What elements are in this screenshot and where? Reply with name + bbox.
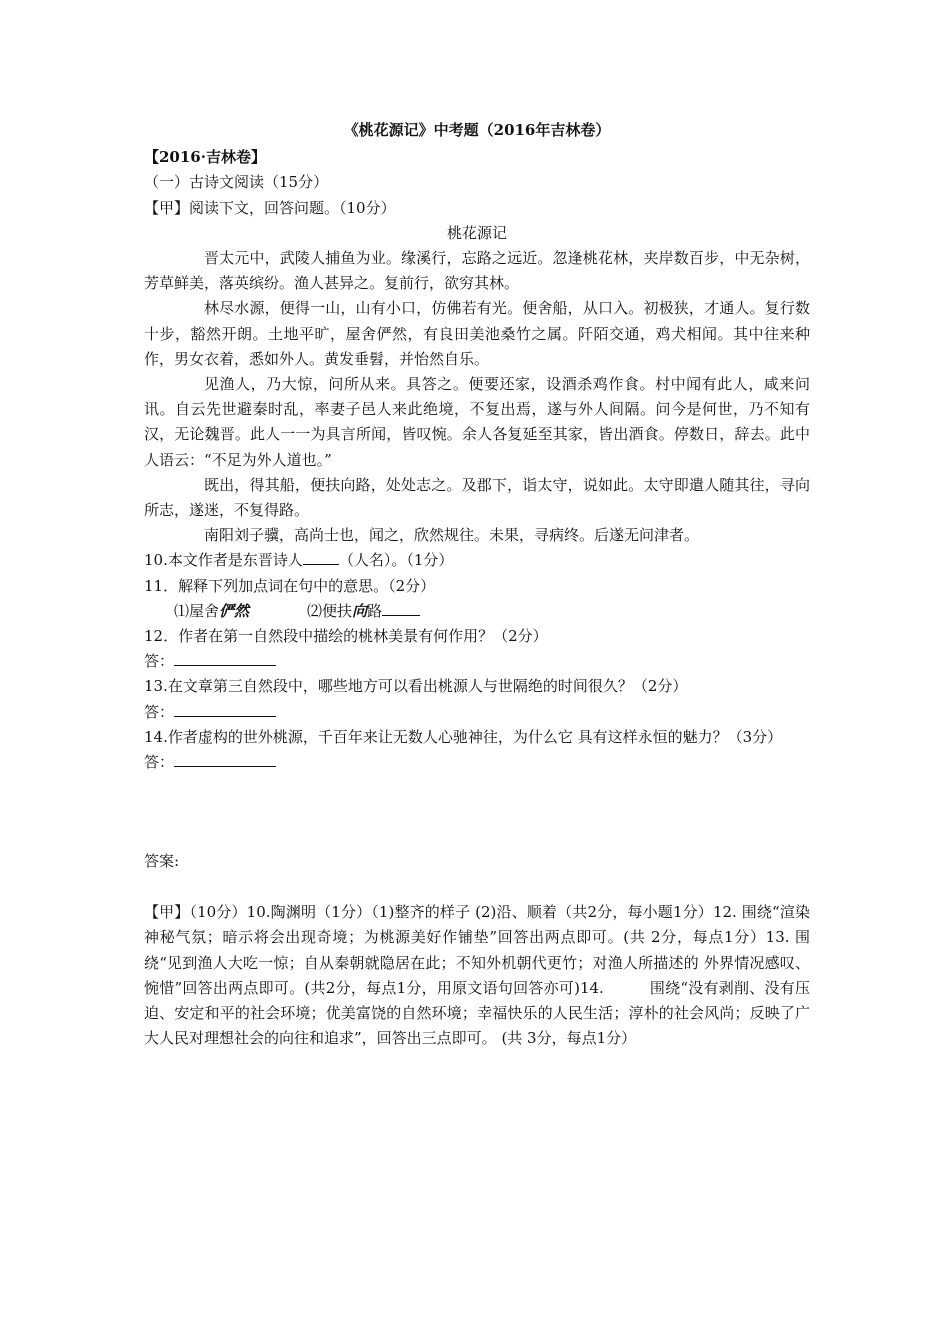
answer-label: 答： [144,753,175,772]
section-heading: （一）古诗文阅读（15分） [144,173,329,192]
answer-label: 答： [144,652,175,671]
answers-body: 【甲】（10分）10.陶渊明（1分）（1)整齐的样子 (2)沿、顺着（共2分，每小题1分）12. 围绕“渲染神秘气氛；暗示将会出现奇境；为桃源美好作铺垫”回答出两点即可。(共 2分，每点1分）13. 围绕“见到渔人大吃一惊；自从秦朝就隐居在此；不知外机朝代更竹；对渔人所描述的 外界情况感叹、惋惜”回答出两点即可。(共2分，每点1分，用原文语句回答亦可)14. 围绕“没有剥削、没有压迫、安定和平的社会环境；优美富饶的自然环境；幸福快乐的人民生活；淳朴的社会风尚；反映了广大人民对理想社会的向往和追求”，回答出三点即可。 (共 3分，每点1分） [144,903,810,1048]
answer-label: 答： [144,702,175,721]
part-a-instruction: 【甲】阅读下文，回答问题。（10分） [144,198,396,217]
question-12: 12．作者在第一自然段中描绘的桃林美景有何作用？（2分） [144,627,548,646]
q11-item1-dotted-word: 俨然 [219,601,250,620]
answer-blank[interactable] [303,548,339,565]
q11-item2-prefix: ⑵便扶 [307,601,353,620]
q11-item1-prefix: ⑴屋舍 [174,601,220,620]
answer-blank[interactable] [174,700,276,717]
q11-item2-dotted-word: 向 [352,601,368,620]
question-13: 13.在文章第三自然段中，哪些地方可以看出桃源人与世隔绝的时间很久？（2分） [144,677,688,696]
question-11-items [144,599,810,624]
answer-blank[interactable] [174,750,276,767]
answers-heading: 答案: [144,852,180,870]
q11-item2-suffix: 路 [367,601,383,620]
answer-line-12 [144,649,810,674]
paragraph-2: 林尽水源，便得一山，山有小口，仿佛若有光。便舍船，从口入。初极狭，才通人。复行数十步，豁然开朗。土地平旷，屋舍俨然，有良田美池桑竹之属。阡陌交通，鸡犬相闻。其中往来种作，男女衣着，悉如外人。黄发垂髫，并怡然自乐。 [144,299,810,368]
question-14: 14.作者虚构的世外桃源，千百年来让无数人心驰神往，为什么它 具有这样永恒的魅力？（3分） [144,727,783,746]
source-tag: 【2016·吉林卷】 [144,148,266,167]
paragraph-1: 晋太元中，武陵人捕鱼为业。缘溪行，忘路之远近。忽逢桃花林，夹岸数百步，中无杂树，芳草鲜美，落英缤纷。渔人甚异之。复前行，欲穷其林。 [144,249,810,293]
question-10 [144,548,810,573]
question-10-text: 10.本文作者是东晋诗人 [144,551,303,570]
document-page [144,118,810,775]
question-10-suffix: （人名）。（1分） [338,551,454,570]
paragraph-3: 见渔人，乃大惊，问所从来。具答之。便要还家，设酒杀鸡作食。村中闻有此人，咸来问讯。自云先世避秦时乱，率妻子邑人来此绝境，不复出焉，遂与外人间隔。问今是何世，乃不知有汉，无论魏晋。此人一一为具言所闻，皆叹惋。余人各复延至其家，皆出酒食。停数日，辞去。此中人语云：“不足为外人道也。” [144,375,810,469]
answer-section [144,849,810,1051]
document-title: 《桃花源记》中考题（2016年吉林卷） [343,121,611,139]
question-11: 11．解释下列加点词在句中的意思。（2分） [144,576,436,595]
answer-line-13 [144,700,810,725]
paragraph-5: 南阳刘子骥，高尚士也，闻之，欣然规往。未果，寻病终。后遂无问津者。 [204,526,700,545]
answer-blank[interactable] [382,599,420,616]
answer-line-14 [144,750,810,775]
text-title: 桃花源记 [446,223,507,242]
answer-blank[interactable] [174,649,276,666]
paragraph-4: 既出，得其船，便扶向路，处处志之。及郡下，诣太守，说如此。太守即遣人随其往，寻向所志，遂迷，不复得路。 [144,475,810,520]
